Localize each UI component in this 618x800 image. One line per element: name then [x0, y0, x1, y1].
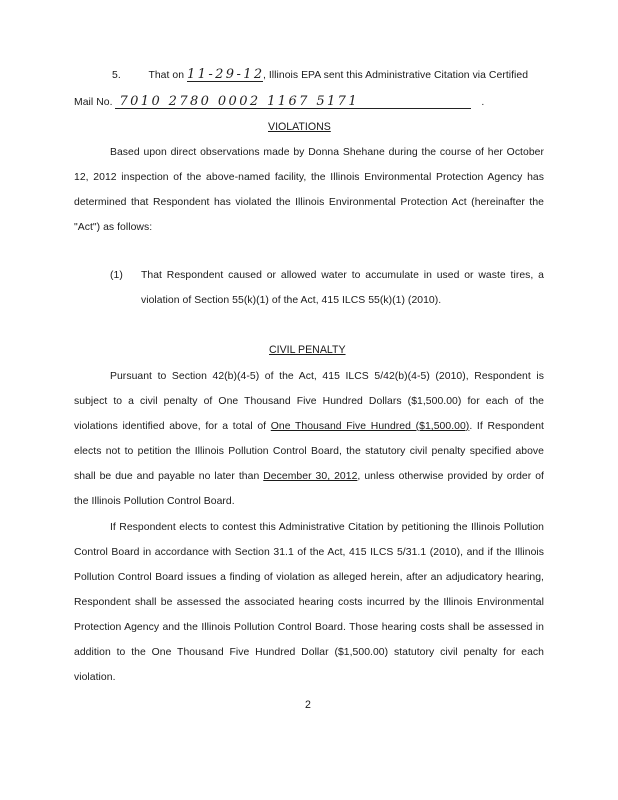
- para-5-number: 5.: [112, 70, 121, 81]
- violations-line-2: 12, 2012 inspection of the above-named facility, the Illinois Environmental Protection Agency has: [74, 172, 544, 183]
- penalty-p1-line-5-pre: shall be due and payable no later than: [74, 471, 264, 482]
- penalty-p2-line-4: Respondent shall be assessed the associated hearing costs incurred by the Illinois Environmental: [74, 597, 544, 608]
- penalty-p1-line-4: elects not to petition the Illinois Pollution Control Board, the statutory civil penalty specified above: [74, 446, 544, 457]
- penalty-p1-line-1: Pursuant to Section 42(b)(4-5) of the Act, 415 ILCS 5/42(b)(4-5) (2010), Respondent is: [110, 371, 544, 382]
- total-penalty-amount: One Thousand Five Hundred ($1,500.00): [270, 421, 470, 432]
- violation-item-line-2: violation of Section 55(k)(1) of the Act, 415 ILCS 55(k)(1) (2010).: [141, 295, 442, 306]
- penalty-p1-line-3-pre: violations identified above, for a total of: [74, 421, 271, 432]
- violations-line-1: Based upon direct observations made by Donna Shehane during the course of her October: [110, 147, 544, 158]
- penalty-p2-line-5: Protection Agency and the Illinois Pollution Control Board. Those hearing costs shall be assessed in: [74, 622, 544, 633]
- violation-item-line-1: That Respondent caused or allowed water to accumulate in used or waste tires, a: [141, 270, 544, 281]
- mail-label: Mail No.: [74, 97, 113, 108]
- penalty-p2-line-2: Control Board in accordance with Section 31.1 of the Act, 415 ILCS 5/31.1 (2010), and if the Illinois: [74, 547, 544, 558]
- penalty-p1-line-5: [74, 470, 544, 484]
- penalty-p1-line-2: subject to a civil penalty of One Thousand Five Hundred Dollars ($1,500.00) for each of the: [74, 396, 544, 407]
- handwritten-date: 11-29-12: [186, 67, 265, 82]
- violations-heading: VIOLATIONS: [268, 121, 331, 133]
- penalty-p2-line-6: addition to the One Thousand Five Hundred Dollar ($1,500.00) statutory civil penalty for each: [74, 647, 544, 658]
- para-5-line-2: [74, 95, 484, 110]
- penalty-p2-line-3: Pollution Control Board issues a finding of violation as alleged herein, after an adjudicatory hearing,: [74, 572, 544, 583]
- violations-line-4: "Act") as follows:: [74, 222, 153, 233]
- penalty-p2-line-1: If Respondent elects to contest this Administrative Citation by petitioning the Illinois Pollution: [110, 522, 544, 533]
- page-number: 2: [305, 699, 311, 711]
- violation-item-number: (1): [110, 270, 123, 281]
- penalty-p1-line-5-post: , unless otherwise provided by order of: [357, 471, 544, 482]
- violations-line-3: determined that Respondent has violated the Illinois Environmental Protection Act (hereinafter the: [74, 197, 544, 208]
- penalty-due-date: December 30, 2012: [263, 471, 358, 482]
- para-5-line-1: [112, 68, 528, 83]
- penalty-p2-line-7: violation.: [74, 672, 116, 683]
- handwritten-mail-number: 7010 2780 0002 1167 5171: [115, 95, 471, 109]
- mail-period: .: [481, 97, 485, 108]
- para-5-lead: That on: [148, 70, 185, 81]
- penalty-p1-line-3-post: . If Respondent: [469, 421, 544, 432]
- penalty-p1-line-6: the Illinois Pollution Control Board.: [74, 496, 235, 507]
- penalty-p1-line-3: [74, 420, 544, 434]
- para-5-after-date: , Illinois EPA sent this Administrative Citation via Certified: [262, 70, 529, 81]
- civil-penalty-heading: CIVIL PENALTY: [269, 344, 346, 356]
